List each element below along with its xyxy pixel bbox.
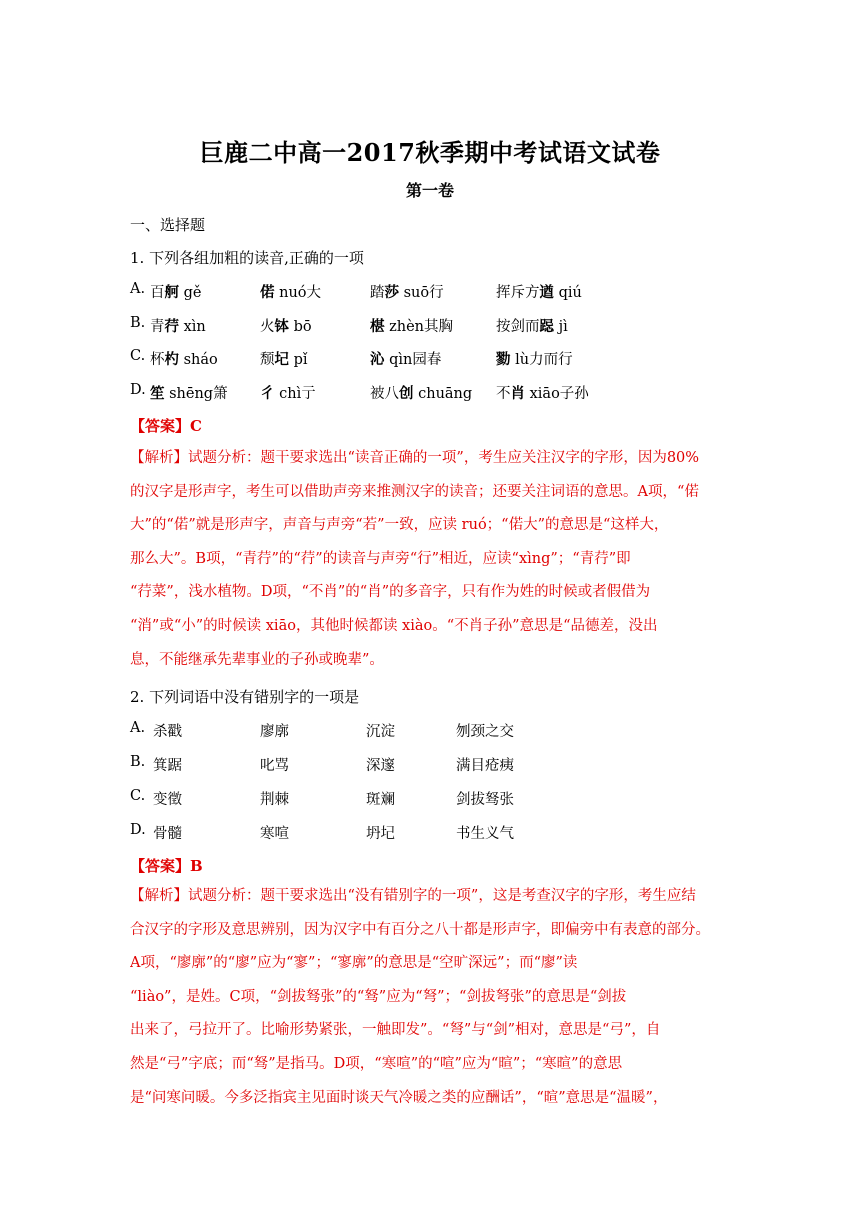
q1-option-item: 火钵 bō — [260, 318, 312, 335]
q1-option-item: 偌 nuó大 — [260, 284, 322, 301]
q2-option-label: A. — [130, 720, 146, 736]
q2-option-item: 荆棘 — [260, 792, 289, 808]
q2-option-label: B. — [130, 754, 146, 770]
q2-option-item: 寒喧 — [260, 826, 289, 842]
q2-option-item: 沉淀 — [366, 724, 395, 740]
question-2-stem: 2. 下列词语中没有错别字的一项是 — [130, 688, 360, 706]
q2-option-item: 骨髓 — [153, 826, 182, 842]
q1-option-item: 挥斥方遒 qiú — [496, 284, 582, 301]
q2-option-label: C. — [130, 788, 146, 804]
q2-option-item: 箕踞 — [153, 758, 182, 774]
q1-option-item: 勠 lù力而行 — [496, 351, 573, 368]
q1-analysis-line: 息，不能继承先辈事业的子孙或晚辈”。 — [130, 651, 384, 668]
q1-analysis-line: 【解析】试题分析：题干要求选出“读音正确的一项”，考生应关注汉字的字形，因为80% — [130, 450, 700, 466]
question-1-answer: 【答案】C — [130, 417, 202, 435]
q2-option-item: 坍圮 — [366, 826, 395, 842]
q1-option-label: C. — [130, 348, 146, 364]
volume-heading: 第一卷 — [405, 181, 454, 200]
q2-analysis-line: 然是“弓”字底；而“驽”是指马。D项，“寒喧”的“喧”应为“暄”；“寒暄”的意思 — [130, 1055, 623, 1072]
q2-option-item: 变徵 — [153, 792, 182, 808]
question-1-analysis — [130, 442, 730, 677]
q1-option-item: 不肖 xiāo子孙 — [496, 385, 589, 402]
q2-option-item: 斑斓 — [366, 792, 395, 808]
q1-option-item: 被八创 chuāng — [370, 385, 473, 402]
q1-analysis-line: 那么大”。B项，“青荇”的“荇”的读音与声旁“行”相近，应读“xìng”；“青荇”即 — [130, 550, 631, 567]
q2-analysis-line: 【解析】试题分析：题干要求选出“没有错别字的一项”，这是考查汉字的字形，考生应结 — [130, 888, 696, 904]
q1-option-item: 彳 chì亍 — [260, 385, 316, 402]
q2-option-item: 书生义气 — [456, 826, 514, 842]
q2-option-item: 满目疮痍 — [456, 758, 514, 774]
q1-option-item: 青荇 xìn — [150, 318, 206, 335]
q1-option-label: A. — [130, 281, 146, 297]
question-2-analysis — [130, 880, 730, 1115]
q1-option-item: 按剑而跽 jì — [496, 318, 568, 335]
section-heading: 一、选择题 — [130, 216, 206, 234]
q1-option-item: 笙 shēng箫 — [150, 385, 228, 402]
q1-analysis-line: “荇菜”，浅水植物。D项，“不肖”的“肖”的多音字，只有作为姓的时候或者假借为 — [130, 584, 651, 601]
q2-option-item: 剑拔驽张 — [456, 792, 514, 808]
q1-analysis-line: 大”的“偌”就是形声字，声音与声旁“若”一致，应读 ruó；“偌大”的意思是“这样大， — [130, 517, 669, 534]
q2-analysis-line: 是“问寒问暖。今多泛指宾主见面时谈天气冷暖之类的应酬话”，“暄”意思是“温暖”， — [130, 1089, 668, 1106]
q2-option-item: 廖廓 — [260, 724, 289, 740]
q1-option-item: 百舸 gě — [150, 284, 202, 301]
q2-option-item: 叱骂 — [260, 758, 289, 774]
q1-option-item: 沁 qìn园春 — [370, 351, 442, 368]
q2-analysis-line: A项，“廖廓”的“廖”应为“寥”；“寥廓”的意思是“空旷深远”；而“廖”读 — [130, 955, 578, 972]
q2-option-label: D. — [130, 822, 146, 838]
q1-option-item: 椹 zhèn其胸 — [370, 318, 454, 335]
q2-option-item: 刎颈之交 — [456, 724, 514, 740]
q1-option-label: B. — [130, 315, 146, 331]
q1-analysis-line: 的汉字是形声字，考生可以借助声旁来推测汉字的读音；还要关注词语的意思。A项，“偌 — [130, 483, 699, 500]
question-1-stem: 1. 下列各组加粗的读音,正确的一项 — [130, 249, 364, 267]
q2-analysis-line: “liào”，是姓。C项，“剑拔驽张”的“驽”应为“弩”；“剑拔弩张”的意思是“剑拔 — [130, 988, 627, 1005]
q2-analysis-line: 合汉字的字形及意思辨别，因为汉字中有百分之八十都是形声字，即偏旁中有表意的部分。 — [130, 921, 710, 938]
q1-option-item: 踏莎 suō行 — [370, 284, 444, 301]
q1-option-item: 杯杓 sháo — [150, 351, 218, 368]
q2-option-item: 深邃 — [366, 758, 395, 774]
q1-analysis-line: “消”或“小”的时候读 xiāo，其他时候都读 xiào。“不肖子孙”意思是“品德差，没出 — [130, 617, 658, 634]
q1-option-item: 颓圮 pǐ — [260, 351, 308, 368]
page-title: 巨鹿二中高一2017秋季期中考试语文试卷 — [199, 138, 661, 167]
question-2-answer: 【答案】B — [130, 857, 203, 875]
q2-analysis-line: 出来了，弓拉开了。比喻形势紧张，一触即发”。“弩”与“剑”相对，意思是“弓”，自 — [130, 1022, 661, 1039]
q2-option-item: 杀戳 — [153, 724, 182, 740]
q1-option-label: D. — [130, 382, 146, 398]
